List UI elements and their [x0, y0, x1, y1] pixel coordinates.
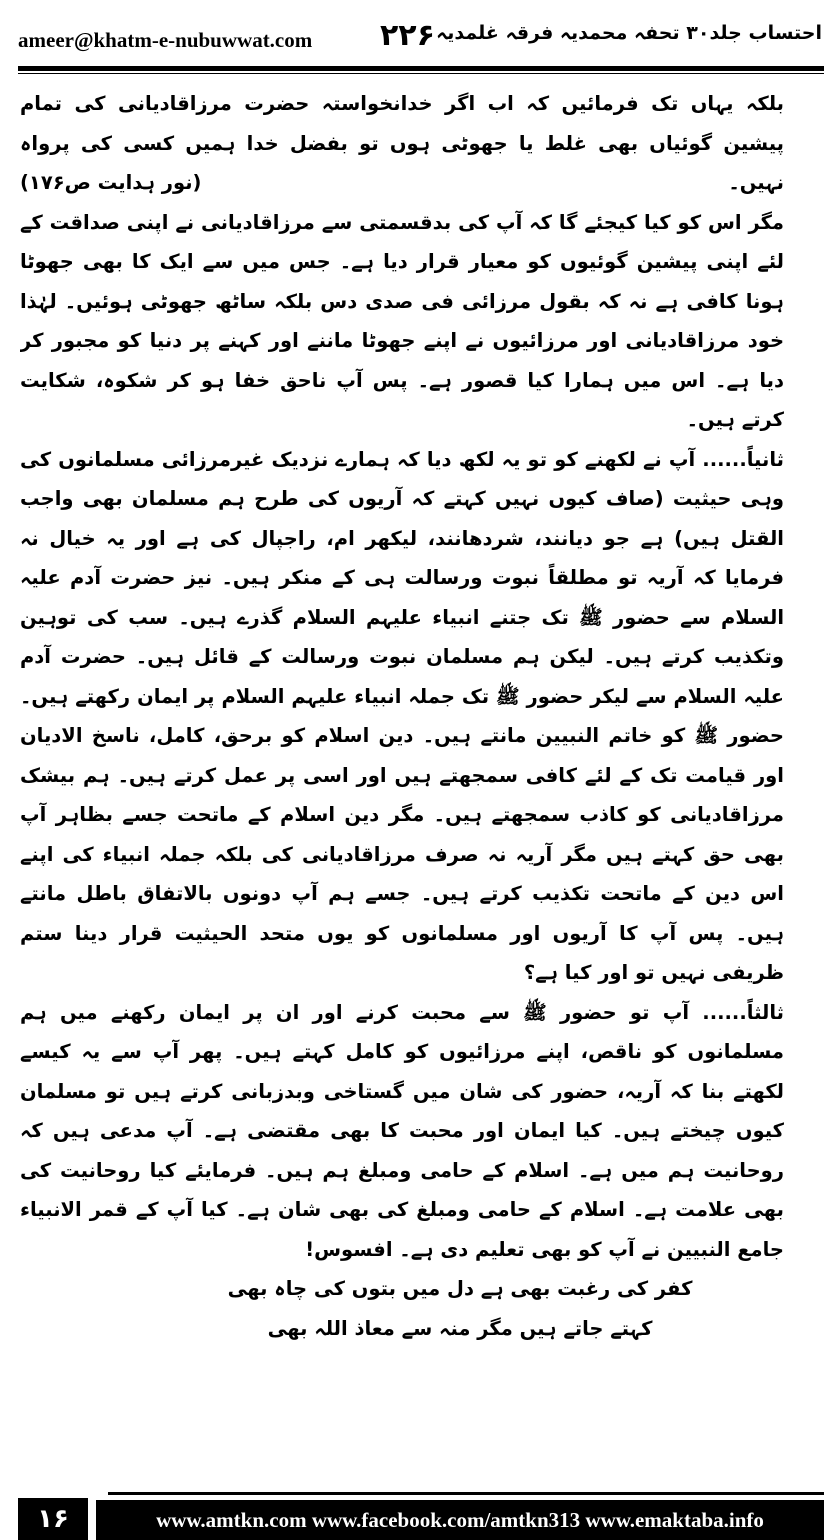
paragraph-3-lead: ثانیاً...... [702, 447, 784, 471]
poem-line-1: کفر کی رغبت بھی ہے دل میں بتوں کی چاہ بھی [227, 1277, 693, 1300]
paragraph-3 [20, 440, 820, 993]
paragraph-3-text: آپ نے لکھنے کو تو یہ لکھ دیا کہ ہمارے نزدیک غیرمرزائی مسلمانوں کی وہی حیثیت (صاف کیوں نہیں کہتے کہ آریوں کی طرح ہم مسلمان بھی واجب القتل ہیں) ہے جو دیانند، شردھانند، لیکھر ام، راجپال کی ہے اور یہ خیال نہ فرمایا کہ آریہ تو مطلقاً نبوت ورسالت ہی کے منکر ہیں۔ نیز حضرت آدم علیہ السلام سے حضور ﷺ تک جتنے انبیاء علیہم السلام گذرے ہیں۔ سب کی توہین وتکذیب کرتے ہیں۔ لیکن ہم مسلمان نبوت ورسالت کے قائل ہیں۔ حضرت آدم علیہ السلام سے لیکر حضور ﷺ تک جملہ انبیاء علیہم السلام پر ایمان رکھتے ہیں۔ حضور ﷺ کو خاتم النبیین مانتے ہیں۔ دین اسلام کو برحق، کامل، ناسخ الادیان اور قیامت تک کے لئے کافی سمجھتے ہیں اور اسی پر عمل کرتے ہیں۔ ہم بیشک مرزاقادیانی کو کاذب سمجھتے ہیں۔ مگر دین اسلام کے ماتحت جسے بظاہر آپ بھی حق کہتے ہیں مگر آریہ نہ صرف مرزاقادیانی کی بلکہ جملہ انبیاء کی اپنے اس دین کے ماتحت تکذیب کرتے ہیں۔ جسے ہم آپ دونوں بالاتفاق باطل مانتے ہیں۔ پس آپ کا آریوں اور مسلمانوں کو یوں متحد الحیثیت قرار دینا ستم ظریفی نہیں تو اور کیا ہے؟ [20, 447, 784, 984]
footer-links: www.amtkn.com www.facebook.com/amtkn313 www.emaktaba.info [96, 1500, 824, 1540]
header-email: ameer@khatm-e-nubuwwat.com [18, 28, 313, 52]
paragraph-4 [20, 993, 820, 1270]
reference-citation: (نور ہدایت ص۱۷۶) [20, 171, 202, 194]
header-rule-thick [18, 66, 824, 71]
paragraph-4-text: آپ تو حضور ﷺ سے محبت کرنے اور ان پر ایمان رکھنے میں ہم مسلمانوں کو ناقص، اپنے مرزائیوں کو کامل کہتے ہیں۔ پھر آپ سے یہ کیسے لکھتے بنا کہ آریہ، حضور کی شان میں گستاخی وبدزبانی کرتے ہیں تو مسلمان کیوں چیختے ہیں۔ کیا ایمان اور محبت کا بھی مقتضی ہے۔ آپ مدعی ہیں کہ روحانیت ہم میں ہے۔ اسلام کے حامی ومبلغ ہم ہیں۔ فرمایئے کیا روحانیت کی بھی علامت ہے۔ اسلام کے حامی ومبلغ کی بھی شان ہے۔ کیا آپ کے قمر الانبیاء جامع النبیین نے آپ کو بھی تعلیم دی ہے۔ افسوس! [20, 1000, 784, 1261]
footer-rule [108, 1492, 824, 1495]
header-page-number: ۲۲۶ [380, 18, 435, 53]
page-body [20, 84, 820, 1464]
poem-couplet [20, 1269, 820, 1348]
paragraph-2: مگر اس کو کیا کیجئے گا کہ آپ کی بدقسمتی سے مرزاقادیانی نے اپنی صداقت کے لئے اپنی پیشین گوئیوں کو معیار قرار دیا ہے۔ جس میں سے ایک کا بھی جھوٹا ہونا کافی ہے نہ کہ بقول مرزائی فی صدی دس بلکہ ساٹھ جھوٹی ہوئیں۔ لہٰذا خود مرزاقادیانی اور مرزائیوں نے اپنے جھوٹا ماننے اور کہنے پر دنیا کو مجبور کر دیا ہے۔ اس میں ہمارا کیا قصور ہے۔ پس آپ ناحق خفا ہو کر شکوہ، شکایت کرتے ہیں۔ [20, 210, 784, 431]
page-footer [0, 1488, 840, 1540]
footer-page-box: ۱۶ [18, 1498, 88, 1540]
paragraph-1 [20, 84, 820, 203]
paragraph-4-lead: ثالثاً...... [702, 1000, 784, 1024]
poem-line-2: کہتے جاتے ہیں مگر منہ سے معاذ اللہ بھی [267, 1316, 653, 1340]
header-rule-thin [18, 73, 824, 74]
page-header [0, 0, 840, 80]
header-running-title: احتساب جلد۳۰ تحفہ محمدیہ فرقہ غلمدیہ [436, 22, 822, 44]
paragraph-1-text: بلکہ یہاں تک فرمائیں کہ اب اگر خدانخواستہ حضرت مرزاقادیانی کی تمام پیشین گوئیاں بھی غلط یا جھوٹی ہوں تو بفضل خدا ہمیں کسی کی پرواہ نہیں۔ [20, 92, 784, 194]
